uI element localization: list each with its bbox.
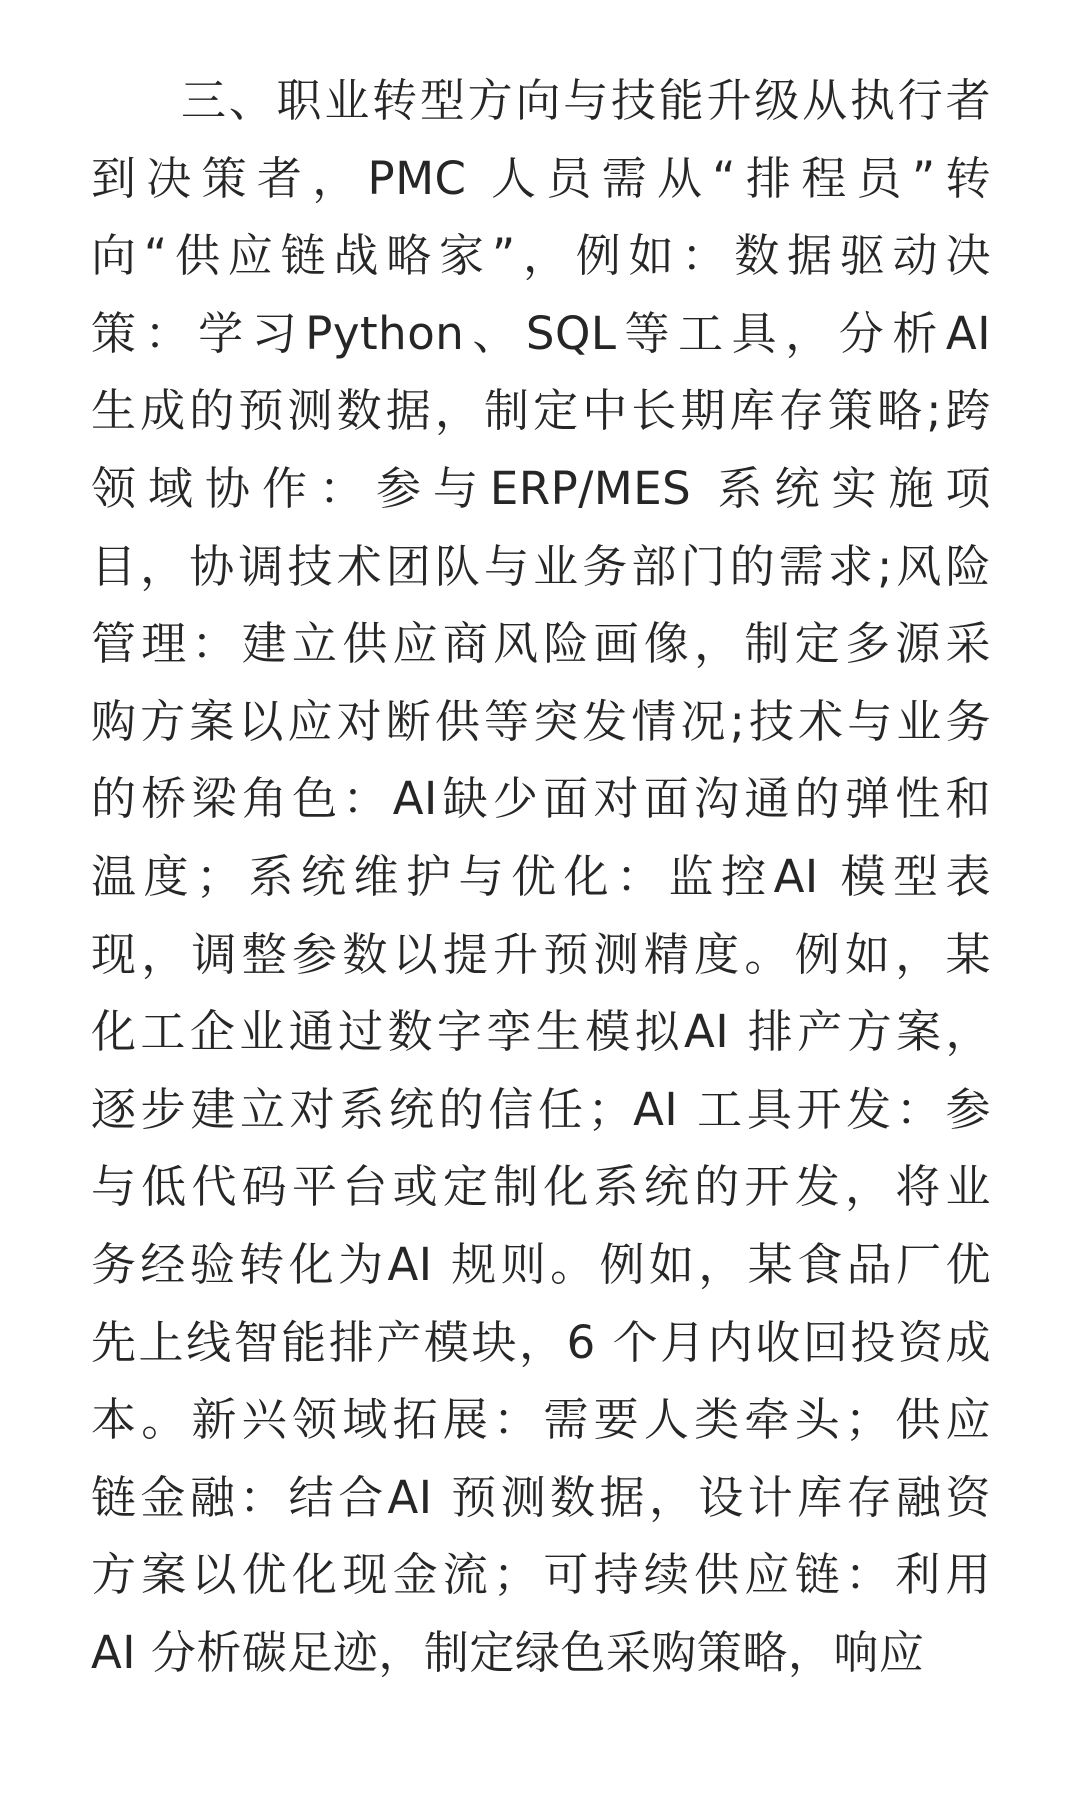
text-line-14: 逐步建立对系统的信任；AI 工具开发：参 xyxy=(91,1082,991,1136)
text-line-1: 三、职业转型方向与技能升级从执行者 xyxy=(181,74,991,127)
text-line-6: 领域协作：参与ERP/MES 系统实施项 xyxy=(91,461,991,515)
text-line-13: 化工企业通过数字孪生模拟AI 排产方案， xyxy=(91,1005,991,1059)
text-line-20: 方案以优化现金流；可持续供应链：利用 xyxy=(91,1548,991,1602)
text-line-9: 购方案以应对断供等突发情况;技术与业务 xyxy=(91,694,991,748)
text-line-5: 生成的预测数据，制定中长期库存策略;跨 xyxy=(91,384,991,438)
text-line-19: 链金融：结合AI 预测数据，设计库存融资 xyxy=(91,1470,991,1524)
text-line-12: 现，调整参数以提升预测精度。例如，某 xyxy=(91,927,991,981)
text-line-4: 策：学习Python、SQL等工具，分析AI xyxy=(91,306,991,360)
text-line-8: 管理：建立供应商风险画像，制定多源采 xyxy=(91,617,991,671)
text-line-2: 到决策者，PMC 人员需从“排程员”转 xyxy=(91,151,991,205)
text-line-17: 先上线智能排产模块，6 个月内收回投资成 xyxy=(91,1315,991,1369)
text-line-11: 温度；系统维护与优化：监控AI 模型表 xyxy=(91,849,991,903)
text-line-18: 本。新兴领域拓展：需要人类牵头；供应 xyxy=(91,1393,991,1447)
text-line-7: 目，协调技术团队与业务部门的需求;风险 xyxy=(91,539,991,593)
article-body xyxy=(91,62,991,1691)
text-line-15: 与低代码平台或定制化系统的开发，将业 xyxy=(91,1160,991,1214)
text-line-21: AI 分析碳足迹，制定绿色采购策略，响应 xyxy=(91,1625,925,1679)
text-line-10: 的桥梁角色：AI缺少面对面沟通的弹性和 xyxy=(91,772,991,826)
text-line-16: 务经验转化为AI 规则。例如，某食品厂优 xyxy=(91,1237,991,1291)
text-line-3: 向“供应链战略家”，例如：数据驱动决 xyxy=(91,229,991,283)
